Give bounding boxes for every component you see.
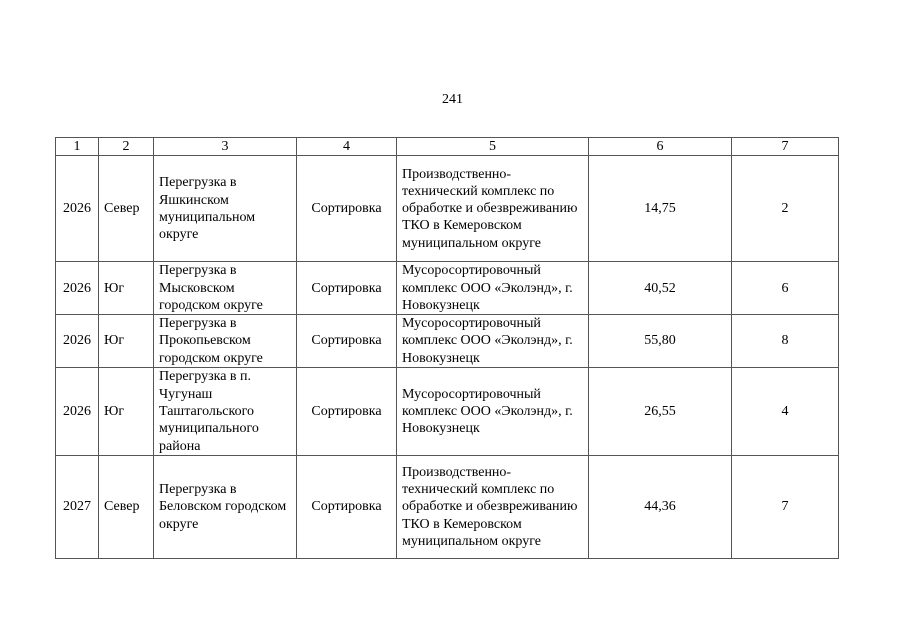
object-cell: Перегрузка в п. Чугунаш Таштагольского муниципального района xyxy=(154,368,297,456)
table-row xyxy=(56,156,839,262)
zone-cell: Север xyxy=(99,456,154,559)
count-cell: 6 xyxy=(732,262,839,315)
count-cell: 4 xyxy=(732,368,839,456)
zone-cell: Север xyxy=(99,156,154,262)
value-cell: 40,52 xyxy=(589,262,732,315)
count-cell: 8 xyxy=(732,315,839,368)
zone-cell: Юг xyxy=(99,262,154,315)
object-cell: Перегрузка в Мысковском городском округе xyxy=(154,262,297,315)
zone-cell: Юг xyxy=(99,368,154,456)
year-cell: 2026 xyxy=(56,156,99,262)
column-header: 4 xyxy=(297,138,397,156)
destination-cell: Производственно-технический комплекс по обработке и обезвреживанию ТКО в Кемеровском муниципальном округе xyxy=(397,456,589,559)
destination-cell: Мусоросортировочный комплекс ООО «Эколэнд», г. Новокузнецк xyxy=(397,262,589,315)
value-cell: 26,55 xyxy=(589,368,732,456)
column-header: 2 xyxy=(99,138,154,156)
year-cell: 2027 xyxy=(56,456,99,559)
year-cell: 2026 xyxy=(56,315,99,368)
value-cell: 55,80 xyxy=(589,315,732,368)
table-header-row xyxy=(56,138,839,156)
table-row xyxy=(56,315,839,368)
table-row xyxy=(56,368,839,456)
data-table xyxy=(55,137,839,559)
destination-cell: Производственно-технический комплекс по обработке и обезвреживанию ТКО в Кемеровском муниципальном округе xyxy=(397,156,589,262)
type-cell: Сортировка xyxy=(297,456,397,559)
object-cell: Перегрузка в Беловском городском округе xyxy=(154,456,297,559)
type-cell: Сортировка xyxy=(297,262,397,315)
column-header: 6 xyxy=(589,138,732,156)
value-cell: 44,36 xyxy=(589,456,732,559)
column-header: 1 xyxy=(56,138,99,156)
destination-cell: Мусоросортировочный комплекс ООО «Эколэнд», г. Новокузнецк xyxy=(397,315,589,368)
page-number: 241 xyxy=(442,92,463,107)
zone-cell: Юг xyxy=(99,315,154,368)
year-cell: 2026 xyxy=(56,262,99,315)
table-row xyxy=(56,262,839,315)
column-header: 5 xyxy=(397,138,589,156)
destination-cell: Мусоросортировочный комплекс ООО «Эколэнд», г. Новокузнецк xyxy=(397,368,589,456)
table-row xyxy=(56,456,839,559)
object-cell: Перегрузка в Яшкинском муниципальном округе xyxy=(154,156,297,262)
type-cell: Сортировка xyxy=(297,368,397,456)
value-cell: 14,75 xyxy=(589,156,732,262)
type-cell: Сортировка xyxy=(297,315,397,368)
column-header: 7 xyxy=(732,138,839,156)
column-header: 3 xyxy=(154,138,297,156)
count-cell: 2 xyxy=(732,156,839,262)
count-cell: 7 xyxy=(732,456,839,559)
year-cell: 2026 xyxy=(56,368,99,456)
type-cell: Сортировка xyxy=(297,156,397,262)
object-cell: Перегрузка в Прокопьевском городском округе xyxy=(154,315,297,368)
